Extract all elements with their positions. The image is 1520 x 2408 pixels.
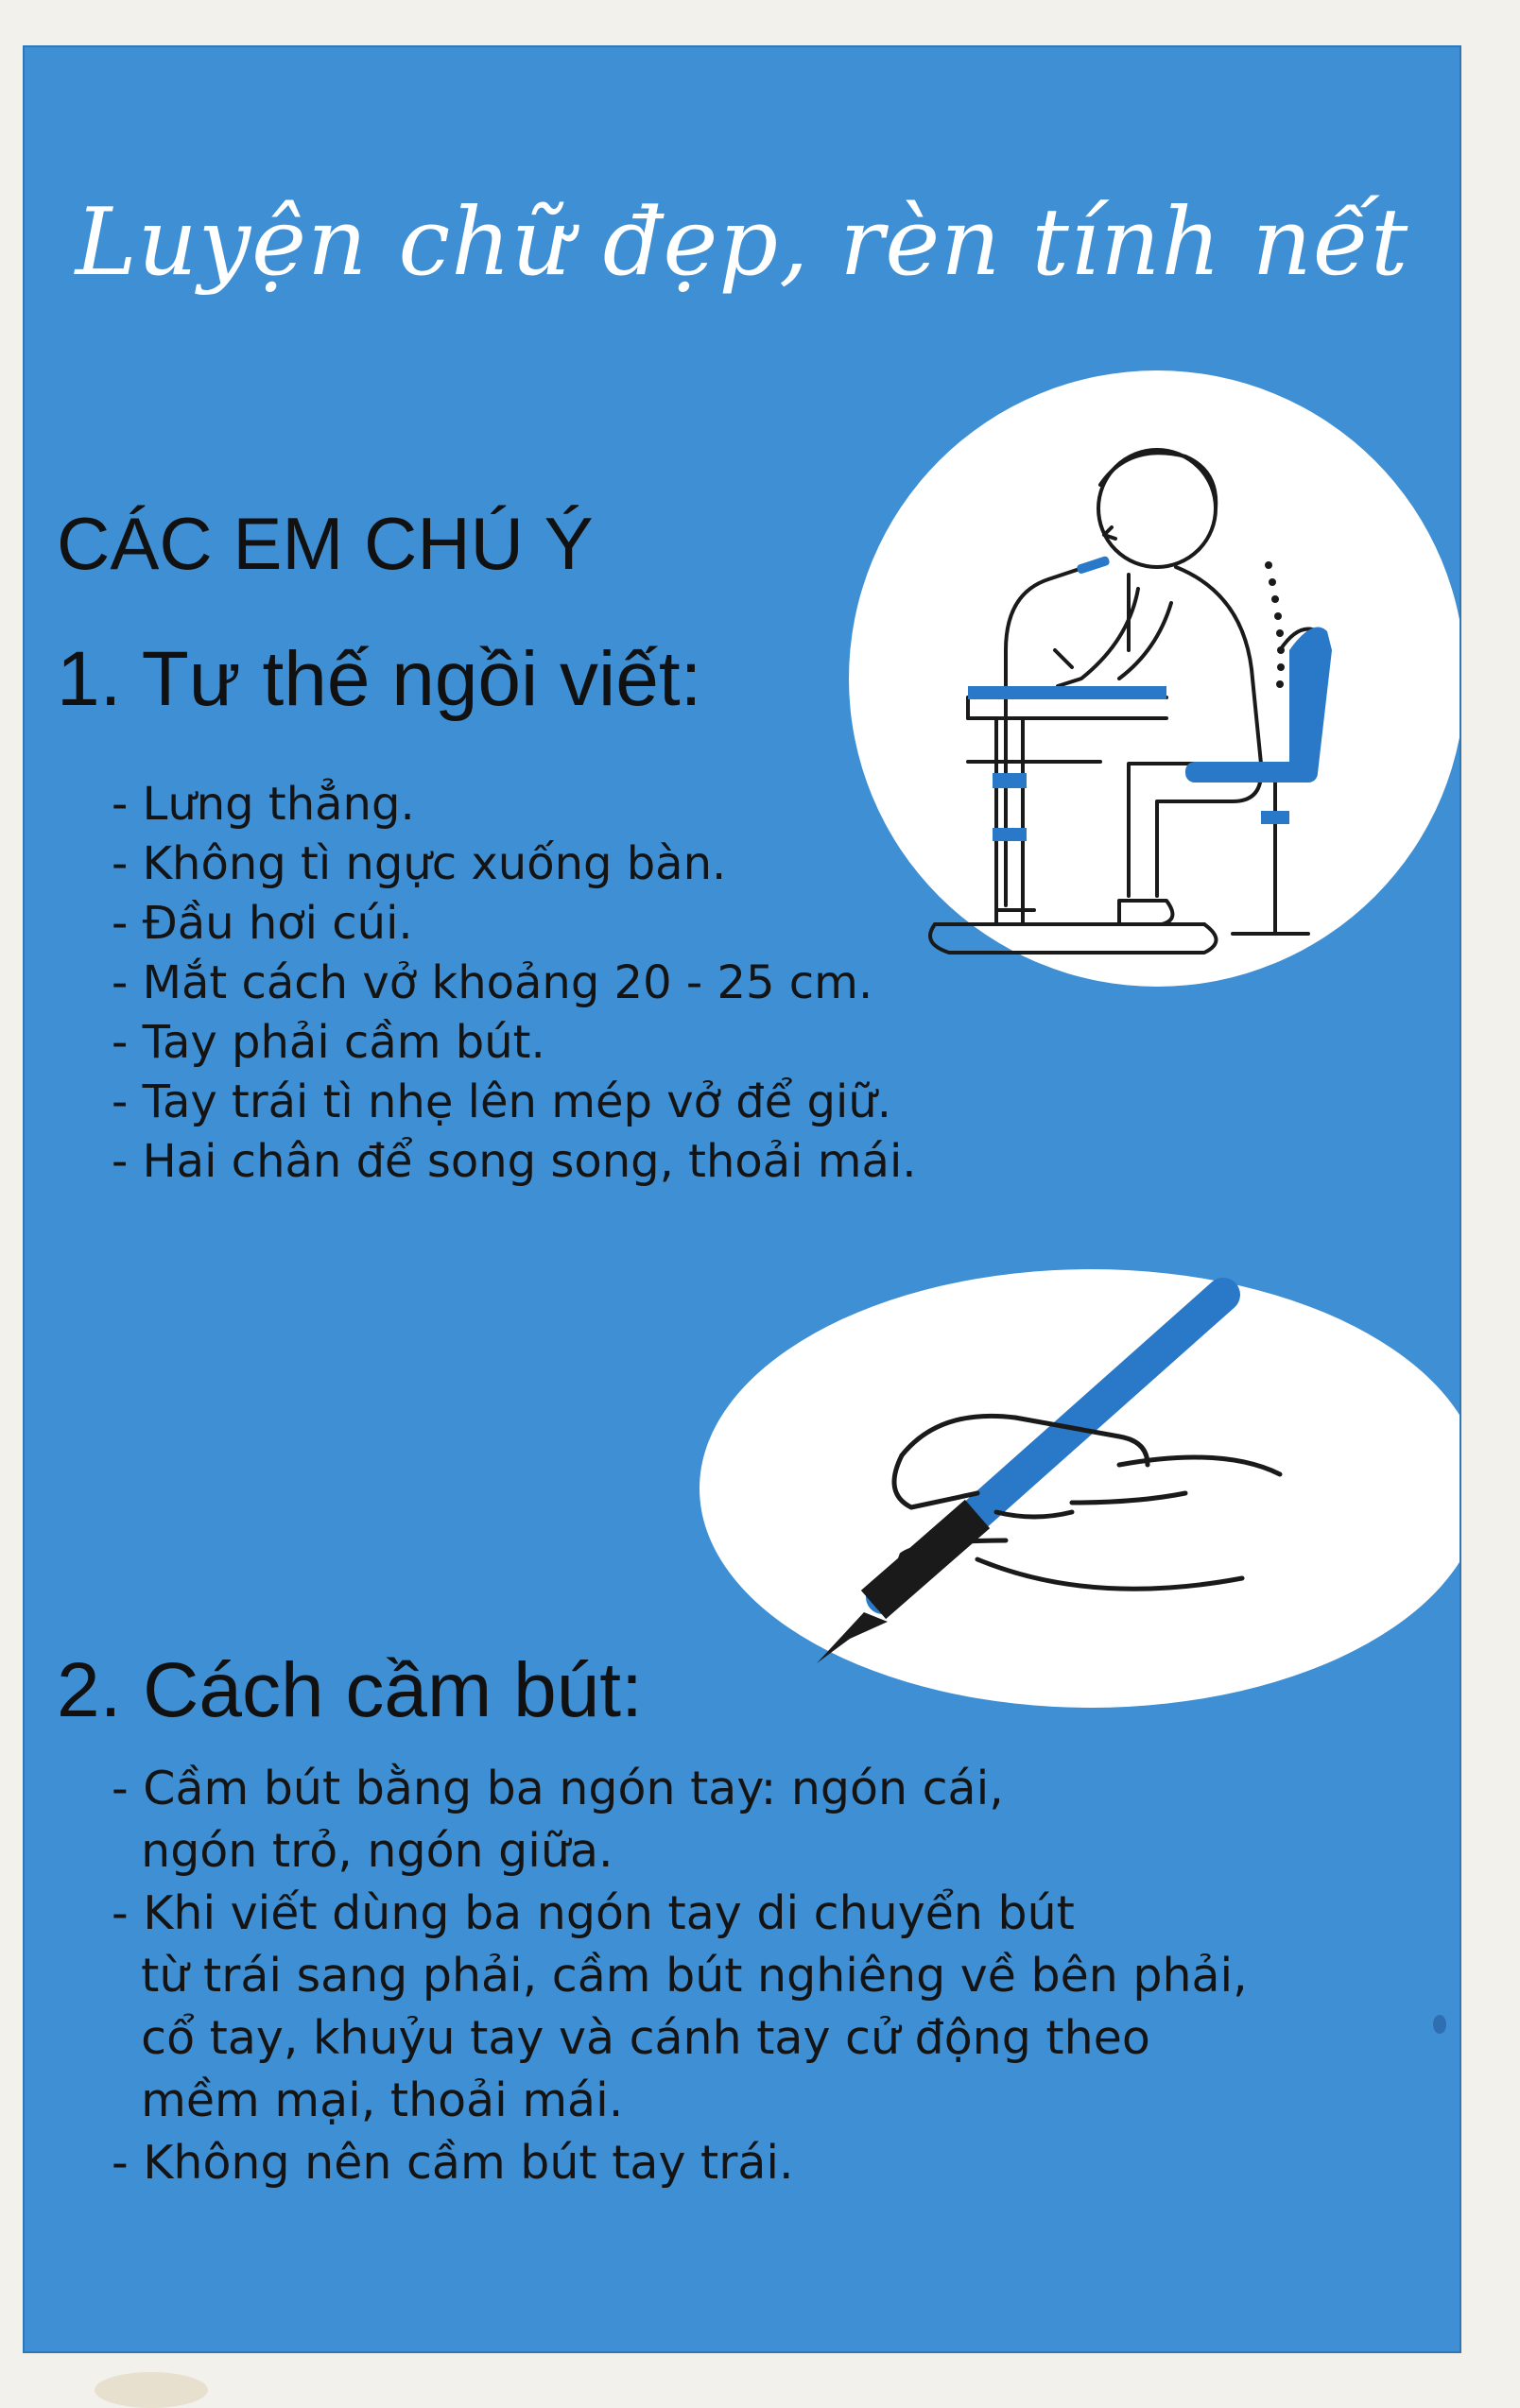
child-writing-at-desk-illustration [845, 367, 1461, 990]
list-item: - Không nên cầm bút tay trái. [112, 2136, 794, 2190]
attention-heading: CÁC EM CHÚ Ý [57, 502, 594, 585]
page-smudge [95, 2372, 208, 2408]
list-item: - Tay phải cầm bút. [112, 1016, 545, 1069]
list-item: từ trái sang phải, cầm bút nghiêng về bên phải, [112, 1949, 1248, 2003]
list-item: ngón trỏ, ngón giữa. [112, 1824, 613, 1878]
pen-grip-list [112, 1758, 1248, 2194]
hand-holding-pen-illustration [694, 1266, 1461, 1711]
section-posture-heading: 1. Tư thế ngồi viết: [57, 636, 702, 722]
list-item: mềm mại, thoải mái. [112, 2073, 624, 2127]
list-item: - Cầm bút bằng ba ngón tay: ngón cái, [112, 1762, 1004, 1815]
info-card [23, 45, 1461, 2353]
section-pen-grip-heading: 2. Cách cầm bút: [57, 1647, 643, 1733]
ink-dot [1433, 2015, 1446, 2034]
list-item: - Khi viết dùng ba ngón tay di chuyển bút [112, 1886, 1075, 1940]
page-title: Luyện chữ đẹp, rèn tính nết [75, 189, 1409, 297]
list-item: - Không tì ngực xuống bàn. [112, 837, 727, 890]
list-item: - Đầu hơi cúi. [112, 897, 413, 950]
list-item: - Lưng thẳng. [112, 778, 415, 831]
list-item: cổ tay, khuỷu tay và cánh tay cử động theo [112, 2011, 1150, 2065]
list-item: - Mắt cách vở khoảng 20 - 25 cm. [112, 956, 873, 1009]
list-item: - Tay trái tì nhẹ lên mép vở để giữ. [112, 1075, 891, 1128]
posture-list [112, 775, 917, 1192]
list-item: - Hai chân để song song, thoải mái. [112, 1135, 917, 1188]
